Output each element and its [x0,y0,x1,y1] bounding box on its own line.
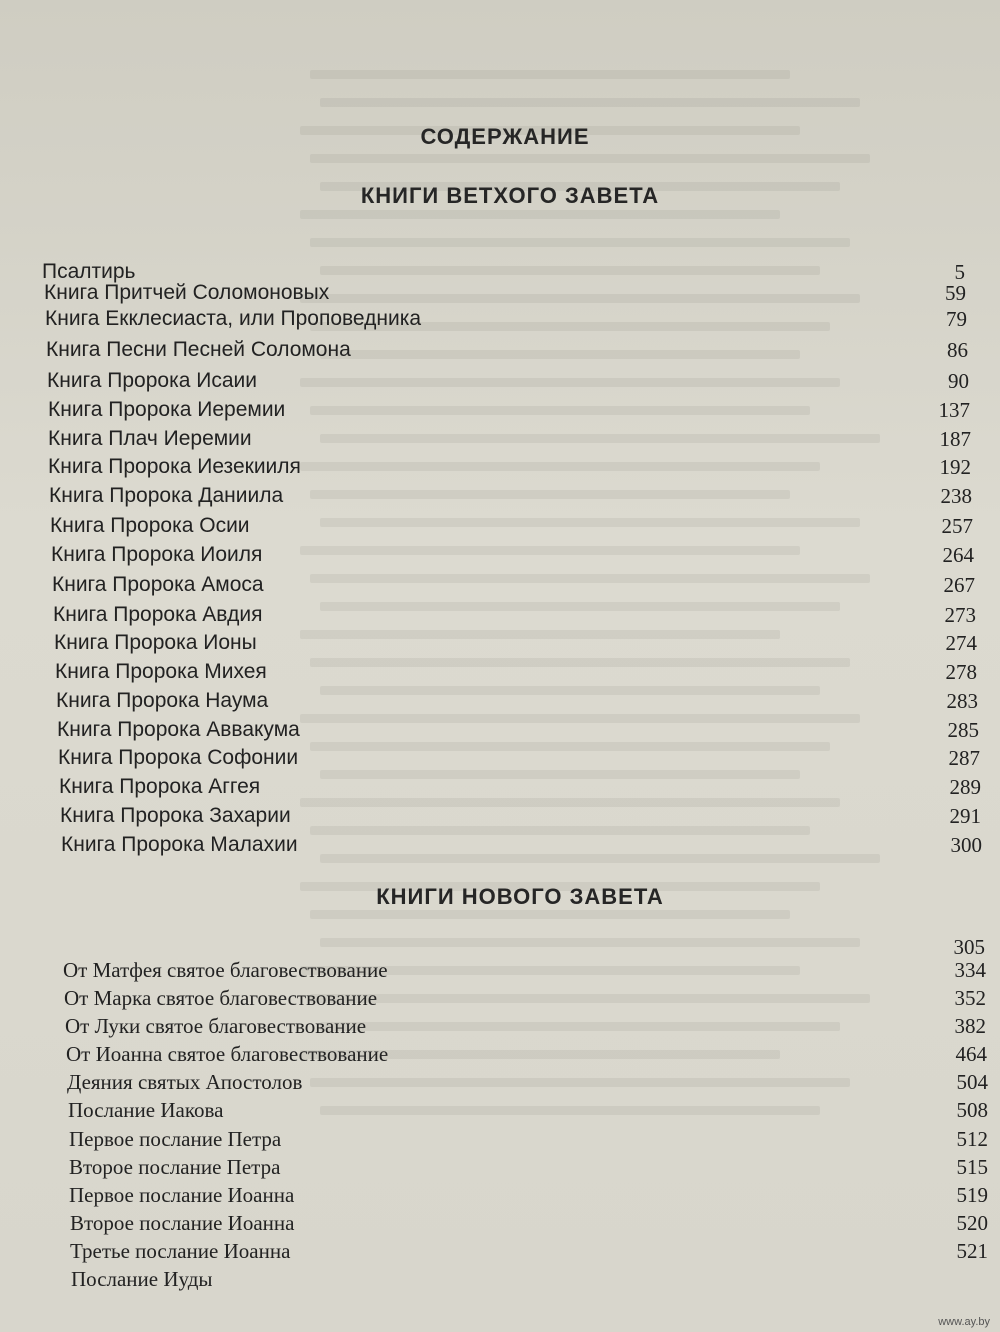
entry-title: Книга Пророка Авдия [53,603,263,626]
entry-page-number: 519 [956,1183,988,1207]
entry-page-number: 464 [955,1042,987,1066]
entry-page-number: 278 [945,660,977,684]
entry-title: Первое послание Петра [69,1127,282,1151]
entry-title: Книга Пророка Захарии [60,804,291,827]
entry-page-number: 285 [947,718,979,742]
entry-title: Книга Пророка Малахии [61,833,298,856]
entry-title: Книга Пророка Исаии [47,369,257,392]
entry-page-number: 192 [939,455,971,479]
toc-entry [51,540,974,570]
toc-entry [69,1124,988,1154]
entry-title: Первое послание Иоанна [69,1183,295,1207]
toc-entry [70,1236,988,1266]
toc-entry [50,511,973,541]
entry-title: Книга Пророка Осии [50,514,250,537]
toc-entry [68,1095,988,1125]
toc-entry [47,366,969,396]
entry-title: Второе послание Иоанна [70,1211,295,1235]
toc-entry [58,743,980,773]
new-testament-heading: КНИГИ НОВОГО ЗАВЕТА [376,884,664,909]
entry-title: Книга Пророка Ионы [54,631,257,654]
toc-entry [70,1208,988,1238]
watermark: www.ay.by [938,1316,990,1328]
entry-title: От Марка святое благовествование [64,986,378,1010]
entry-page-number: 289 [949,775,981,799]
entry-page-number: 512 [956,1127,988,1151]
entry-title: От Луки святое благовествование [65,1014,367,1038]
entry-page-number: 520 [956,1211,988,1235]
ghost-line [310,154,870,163]
toc-entry [49,481,972,511]
toc-entry [66,1039,987,1069]
entry-title: Книга Пророка Амоса [52,573,264,596]
old-testament-heading: КНИГИ ВЕТХОГО ЗАВЕТА [360,183,660,208]
entry-title: Книга Пророка Софонии [58,746,299,769]
ghost-line [310,910,790,919]
entry-page-number: 274 [945,631,977,655]
entry-page-number: 264 [942,543,974,567]
toc-entry [65,1011,986,1041]
entry-page-number: 352 [954,986,986,1010]
entry-page-number: 267 [943,573,975,597]
entry-page-number: 187 [939,427,971,451]
toc-entry [69,1180,988,1210]
toc-entry [56,686,978,716]
entry-title: Книга Пророка Аггея [59,775,261,798]
ghost-line [300,210,780,219]
entry-page-number: 382 [954,1014,986,1038]
toc-entry [53,600,976,630]
entry-page-number: 79 [946,307,967,331]
toc-entry [55,657,977,687]
ghost-line [310,70,790,79]
entry-page-number: 305 [953,935,985,959]
entry-title: Книга Пророка Даниила [49,484,284,507]
toc-entry [59,772,981,802]
toc-entry [60,801,981,831]
entry-title: Книга Пророка Иоиля [51,543,263,566]
toc-entry [61,830,982,860]
entry-page-number: 521 [956,1239,988,1263]
entry-title: Деяния святых Апостолов [67,1070,303,1094]
toc-entry [48,452,971,482]
entry-page-number: 5 [954,260,965,284]
entry-title: От Матфея святое благовествование [63,958,388,982]
entry-page-number: 515 [956,1155,988,1179]
entry-page-number: 287 [948,746,980,770]
entry-title: От Иоанна святое благовествование [66,1042,389,1066]
toc-entry [48,424,971,454]
entry-title: Книга Плач Иеремии [48,427,252,450]
toc-entry [48,395,970,425]
toc-entry [52,570,975,600]
toc-entry [54,628,977,658]
entry-title: Псалтирь [42,260,136,283]
entry-title: Книга Пророка Иеремии [48,398,286,421]
entry-title: Книга Екклесиаста, или Проповедника [45,307,422,330]
entry-page-number: 238 [940,484,972,508]
entry-title: Книга Песни Песней Соломона [46,338,351,361]
entry-page-number: 291 [949,804,981,828]
toc-entry [57,715,979,745]
toc-entry [71,1264,988,1294]
ghost-line [310,238,850,247]
entry-page-number: 257 [941,514,973,538]
toc-entry [46,335,968,365]
entry-page-number: 137 [938,398,970,422]
entry-title: Послание Иуды [71,1267,213,1291]
entry-title: Книга Притчей Соломоновых [44,281,330,304]
entry-page-number: 59 [945,281,966,305]
toc-entry [63,955,986,985]
toc-entry [69,1152,988,1182]
entry-title: Книга Пророка Михея [55,660,267,683]
entry-page-number: 300 [950,833,982,857]
entry-title: Книга Пророка Аввакума [57,718,300,741]
entry-title: Послание Иакова [68,1098,224,1122]
entry-title: Книга Пророка Наума [56,689,269,712]
entry-page-number: 86 [947,338,968,362]
page-title: СОДЕРЖАНИЕ [420,124,590,149]
toc-entry [45,304,967,334]
entry-page-number: 273 [944,603,976,627]
entry-page-number: 90 [948,369,969,393]
entry-title: Книга Пророка Иезекииля [48,455,301,478]
entry-page-number: 283 [946,689,978,713]
entry-title: Третье послание Иоанна [70,1239,291,1263]
ghost-line [320,98,860,107]
entry-page-number: 508 [956,1098,988,1122]
entry-page-number: 504 [956,1070,988,1094]
entry-page-number: 334 [954,958,986,982]
toc-entry [64,983,986,1013]
toc-entry [67,1067,988,1097]
entry-title: Второе послание Петра [69,1155,281,1179]
